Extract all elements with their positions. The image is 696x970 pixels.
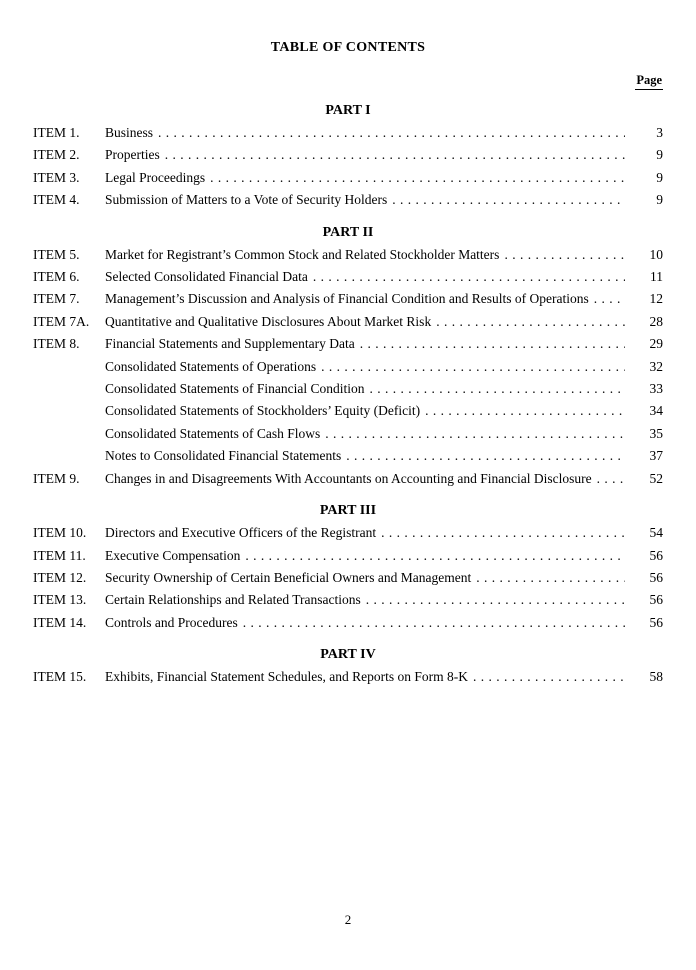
- toc-entry-page: 54: [649, 525, 663, 541]
- dot-leader: [243, 612, 625, 634]
- toc-entry-page: 9: [656, 169, 663, 185]
- toc-entry-page: 56: [649, 592, 663, 608]
- toc-entry-title: Management’s Discussion and Analysis of Financial Condition and Results of Operations: [105, 291, 589, 307]
- toc-entry-title: Market for Registrant’s Common Stock and Related Stockholder Matters: [105, 246, 500, 262]
- toc-entry-page: 35: [649, 425, 663, 441]
- dot-leader: [313, 266, 625, 288]
- toc-entry: [33, 122, 663, 144]
- dot-leader: [476, 567, 625, 589]
- toc-item-number: ITEM 14.: [33, 614, 87, 630]
- toc-entry-page: 3: [656, 125, 663, 140]
- dot-leader: [473, 666, 625, 688]
- dot-leader: [346, 445, 625, 467]
- toc-entry-title: Controls and Procedures: [105, 614, 238, 630]
- toc-entry-page: 34: [649, 403, 663, 419]
- part-header: PART II: [322, 224, 374, 240]
- toc-entry: [33, 612, 663, 634]
- toc-entry-page: 12: [649, 291, 663, 307]
- toc-entry-page: 32: [649, 358, 663, 374]
- toc-entry-title: Consolidated Statements of Operations: [105, 358, 317, 374]
- toc-item-number: ITEM 3.: [33, 169, 80, 185]
- part-header: PART IV: [320, 647, 376, 663]
- toc-entry-title: Certain Relationships and Related Transactions: [105, 592, 361, 608]
- toc-entry-title: Legal Proceedings: [105, 169, 206, 185]
- toc-item-number: ITEM 7.: [33, 291, 80, 307]
- dot-leader: [325, 423, 625, 445]
- toc-entry-title: Quantitative and Qualitative Disclosures About Market Risk: [105, 313, 432, 329]
- toc-item-number: ITEM 6.: [33, 269, 80, 285]
- dot-leader: [321, 356, 625, 378]
- toc-entry-page: 10: [649, 246, 663, 262]
- toc-entry: [33, 522, 663, 544]
- toc-entry: [33, 589, 663, 611]
- dot-leader: [369, 378, 625, 400]
- dot-leader: [392, 189, 625, 211]
- toc-entry: [33, 567, 663, 589]
- toc-entry-page: 28: [649, 313, 663, 329]
- toc-entry-page: 11: [650, 269, 663, 285]
- toc-item-number: ITEM 12.: [33, 569, 87, 585]
- dot-leader: [245, 545, 625, 567]
- toc-entry-title: Notes to Consolidated Financial Statements: [105, 448, 342, 464]
- toc-entry: [33, 311, 663, 333]
- toc-entry-page: 58: [649, 669, 663, 685]
- toc-entry-page: 33: [649, 381, 663, 397]
- toc-entry: [33, 445, 663, 467]
- toc-entry: [33, 266, 663, 288]
- dot-leader: [360, 333, 625, 355]
- toc-item-number: ITEM 1.: [33, 125, 80, 140]
- toc-entry-page: 37: [649, 448, 663, 464]
- toc-entry-page: 9: [656, 147, 663, 163]
- footer-page-number: 2: [344, 912, 352, 927]
- dot-leader: [594, 288, 625, 310]
- toc-entry-page: 9: [656, 192, 663, 208]
- dot-leader: [597, 468, 625, 490]
- toc-entry: [33, 189, 663, 211]
- toc-entry: [33, 423, 663, 445]
- dot-leader: [381, 522, 625, 544]
- toc-entry-title: Consolidated Statements of Stockholders’ Equity (Deficit): [105, 403, 421, 419]
- toc-entry-title: Consolidated Statements of Financial Condition: [105, 381, 365, 397]
- toc-item-number: ITEM 13.: [33, 592, 87, 608]
- toc-item-number: ITEM 4.: [33, 192, 80, 208]
- toc-item-number: ITEM 8.: [33, 336, 80, 352]
- toc-entry-title: Directors and Executive Officers of the Registrant: [105, 525, 377, 541]
- toc-entry-page: 56: [649, 547, 663, 563]
- toc-item-number: ITEM 15.: [33, 669, 87, 685]
- toc-entry-title: Properties: [105, 147, 160, 163]
- dot-leader: [165, 144, 625, 166]
- toc-entry-title: Exhibits, Financial Statement Schedules, and Reports on Form 8-K: [105, 669, 468, 685]
- toc-entry: [33, 356, 663, 378]
- toc-entry: [33, 378, 663, 400]
- page-column-header: Page: [635, 73, 663, 90]
- toc-item-number: ITEM 2.: [33, 147, 80, 163]
- toc-entry-title: Submission of Matters to a Vote of Security Holders: [105, 192, 388, 208]
- toc-entry-page: 29: [649, 336, 663, 352]
- toc-entry-page: 52: [649, 470, 663, 486]
- dot-leader: [504, 244, 625, 266]
- part-header: PART III: [319, 503, 377, 519]
- dot-leader: [210, 167, 625, 189]
- table-of-contents: [33, 100, 663, 689]
- toc-item-number: ITEM 7A.: [33, 313, 90, 329]
- toc-entry: [33, 167, 663, 189]
- toc-entry-page: 56: [649, 614, 663, 630]
- toc-entry: [33, 400, 663, 422]
- page-title: TABLE OF CONTENTS: [270, 40, 426, 55]
- toc-entry-title: Consolidated Statements of Cash Flows: [105, 425, 321, 441]
- toc-entry: [33, 545, 663, 567]
- dot-leader: [158, 122, 625, 144]
- toc-item-number: ITEM 9.: [33, 470, 80, 486]
- toc-entry-title: Security Ownership of Certain Beneficial Owners and Management: [105, 569, 472, 585]
- toc-entry-page: 56: [649, 569, 663, 585]
- toc-entry: [33, 468, 663, 490]
- dot-leader: [425, 400, 625, 422]
- dot-leader: [436, 311, 625, 333]
- toc-entry: [33, 144, 663, 166]
- toc-item-number: ITEM 5.: [33, 246, 80, 262]
- dot-leader: [366, 589, 625, 611]
- toc-entry-title: Changes in and Disagreements With Accountants on Accounting and Financial Disclosure: [105, 470, 592, 486]
- toc-entry: [33, 244, 663, 266]
- page-column-header-row: [33, 72, 663, 90]
- toc-entry-title: Executive Compensation: [105, 547, 241, 563]
- toc-entry: [33, 288, 663, 310]
- toc-item-number: ITEM 10.: [33, 525, 87, 541]
- part-header: PART I: [325, 103, 371, 118]
- toc-entry-title: Business: [105, 125, 154, 140]
- toc-item-number: ITEM 11.: [33, 547, 86, 563]
- toc-entry: [33, 666, 663, 688]
- toc-entry-title: Financial Statements and Supplementary Data: [105, 336, 355, 352]
- toc-entry-title: Selected Consolidated Financial Data: [105, 269, 308, 285]
- toc-entry: [33, 333, 663, 355]
